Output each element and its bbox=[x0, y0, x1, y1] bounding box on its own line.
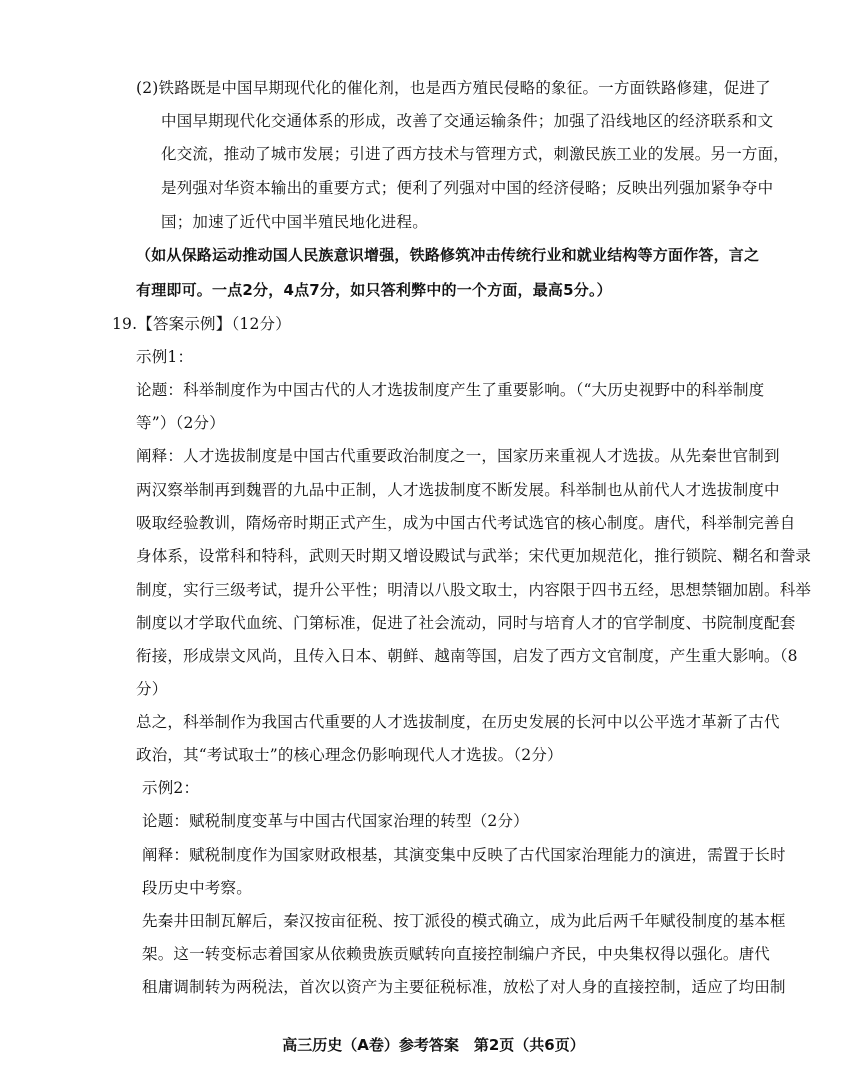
example1-explain-line-5: 制度，实行三级考试，提升公平性；明清以八股文取士，内容限于四书五经，思想禁锢加剧。科举 bbox=[136, 581, 812, 599]
example1-summary-line-1: 总之，科举制作为我国古代重要的人才选拔制度，在历史发展的长河中以公平选才革新了古代 bbox=[136, 713, 780, 731]
page-footer: 高三历史（A卷）参考答案 第2页（共6页） bbox=[282, 1036, 585, 1054]
q18-part2-line-5: 国；加速了近代中国半殖民地化进程。 bbox=[161, 213, 428, 231]
example2-label: 示例2： bbox=[142, 779, 200, 797]
example1-explain-line-6: 制度以才学取代血统、门第标准，促进了社会流动，同时与培育人才的官学制度、书院制度配套 bbox=[136, 614, 796, 632]
example2-body-line-1: 先秦井田制瓦解后，秦汉按亩征税、按丁派役的模式确立，成为此后两千年赋役制度的基本框 bbox=[142, 912, 786, 930]
example1-explain-line-7: 衔接，形成崇文风尚，且传入日本、朝鲜、越南等国，启发了西方文官制度，产生重大影响。（8 bbox=[136, 647, 798, 665]
example1-label: 示例1： bbox=[136, 348, 194, 366]
q18-part2-line-3: 化交流，推动了城市发展；引进了西方技术与管理方式，刺激民族工业的发展。另一方面， bbox=[161, 145, 790, 163]
example1-thesis-line-2: 等”）（2分） bbox=[136, 414, 225, 432]
q18-part2-line-4: 是列强对华资本输出的重要方式；便利了列强对中国的经济侵略；反映出列强加紧争夺中 bbox=[161, 179, 774, 197]
example2-body-line-3: 租庸调制转为两税法，首次以资产为主要征税标准，放松了对人身的直接控制，适应了均田制 bbox=[142, 978, 786, 996]
example2-body-line-2: 架。这一转变标志着国家从依赖贵族贡赋转向直接控制编户齐民，中央集权得以强化。唐代 bbox=[142, 945, 771, 963]
example1-explain-line-1: 阐释：人才选拔制度是中国古代重要政治制度之一，国家历来重视人才选拔。从先秦世官制到 bbox=[136, 447, 780, 465]
q18-scoring-note-line-2: 有理即可。一点2分，4点7分，如只答利弊中的一个方面，最高5分。） bbox=[136, 281, 612, 299]
q18-scoring-note-line-1: （如从保路运动推动国人民族意识增强，铁路修筑冲击传统行业和就业结构等方面作答，言之 bbox=[136, 246, 760, 264]
q18-part2-line-1: (2)铁路既是中国早期现代化的催化剂，也是西方殖民侵略的象征。一方面铁路修建，促进了 bbox=[136, 79, 771, 97]
example2-thesis-line-1: 论题：赋税制度变革与中国古代国家治理的转型（2分） bbox=[142, 812, 529, 830]
example1-explain-line-2: 两汉察举制再到魏晋的九品中正制，人才选拔制度不断发展。科举制也从前代人才选拔制度中 bbox=[136, 481, 780, 499]
example1-explain-line-8: 分） bbox=[136, 680, 168, 698]
example2-explain-line-2: 段历史中考察。 bbox=[142, 879, 252, 897]
example1-explain-line-4: 身体系，设常科和特科，武则天时期又增设殿试与武举；宋代更加规范化，推行锁院、糊名和誊录 bbox=[136, 547, 812, 565]
q18-part2-line-2: 中国早期现代化交通体系的形成，改善了交通运输条件；加强了沿线地区的经济联系和文 bbox=[161, 112, 774, 130]
example2-explain-line-1: 阐释：赋税制度作为国家财政根基，其演变集中反映了古代国家治理能力的演进，需置于长时 bbox=[142, 846, 786, 864]
q19-header: 19.【答案示例】（12分） bbox=[112, 315, 291, 333]
example1-thesis-line-1: 论题：科举制度作为中国古代的人才选拔制度产生了重要影响。（“大历史视野中的科举制度 bbox=[136, 381, 765, 399]
example1-summary-line-2: 政治，其“考试取士”的核心理念仍影响现代人才选拔。（2分） bbox=[136, 746, 563, 764]
example1-explain-line-3: 吸取经验教训，隋炀帝时期正式产生，成为中国古代考试选官的核心制度。唐代，科举制完善自 bbox=[136, 514, 796, 532]
